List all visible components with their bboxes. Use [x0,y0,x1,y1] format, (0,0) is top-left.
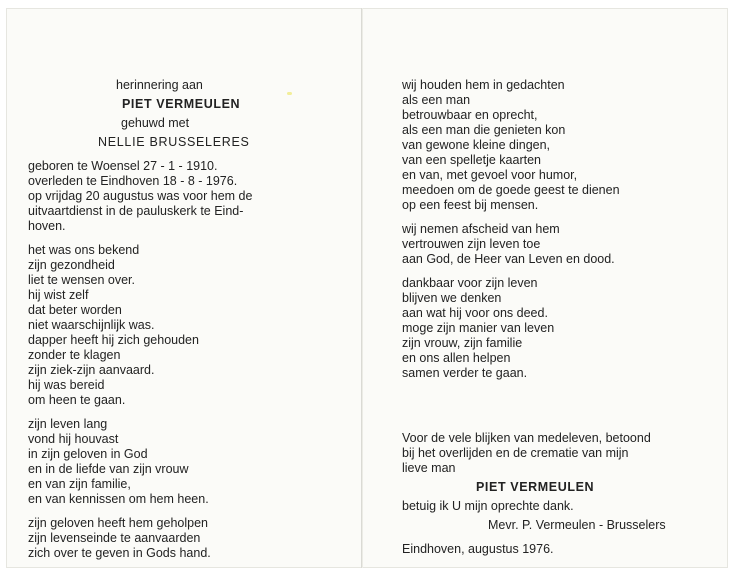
place-date: Eindhoven, augustus 1976. [402,542,554,556]
thanks-line: Voor de vele blijken van medeleven, betoond [402,431,651,445]
poem-line: blijven we denken [402,291,502,305]
poem-line: zonder te klagen [28,348,121,362]
deceased-name: PIET VERMEULEN [122,97,241,111]
poem-stanza-6 [402,276,722,381]
poem-stanza-1 [28,243,350,408]
poem-line: dapper heeft hij zich gehouden [28,333,199,347]
poem-line: zijn geloven heeft hem geholpen [28,516,208,530]
poem-line: en van zijn familie, [28,477,131,491]
poem-line: hij was bereid [28,378,105,392]
poem-line: en ons allen helpen [402,351,511,365]
bio-line: op vrijdag 20 augustus was voor hem de [28,189,253,203]
header [98,78,296,150]
poem-line: het was ons bekend [28,243,140,257]
poem-line: in zijn geloven in God [28,447,148,461]
card-fold [361,8,363,568]
poem-line: aan wat hij voor ons deed. [402,306,548,320]
left-page [28,78,350,561]
thanks-line: lieve man [402,461,456,475]
poem-line: dat beter worden [28,303,122,317]
signature: Mevr. P. Vermeulen - Brusselers [488,518,666,532]
thank-you-note [402,431,722,557]
poem-line: van gewone kleine dingen, [402,138,551,152]
poem-stanza-4 [402,78,722,213]
poem-stanza-5 [402,222,722,267]
poem-line: zijn leven lang [28,417,108,431]
bio-line: hoven. [28,219,66,233]
poem-line: zijn ziek-zijn aanvaard. [28,363,155,377]
poem-line: meedoen om de goede geest te dienen [402,183,620,197]
poem-line: hij wist zelf [28,288,89,302]
thanks-text: betuig ik U mijn oprechte dank. [402,499,574,513]
poem-line: zijn gezondheid [28,258,115,272]
poem-line: zijn vrouw, zijn familie [402,336,523,350]
poem-line: om heen te gaan. [28,393,126,407]
thanks-line: bij het overlijden en de crematie van mijn [402,446,629,460]
poem-line: vond hij houvast [28,432,119,446]
poem-stanza-2 [28,417,350,507]
poem-stanza-3 [28,516,350,561]
poem-line: en van kennissen om hem heen. [28,492,209,506]
poem-line: betrouwbaar en oprecht, [402,108,538,122]
poem-line: van een spelletje kaarten [402,153,541,167]
married-text: gehuwd met [121,116,190,130]
poem-line: en in de liefde van zijn vrouw [28,462,189,476]
poem-line: aan God, de Heer van Leven en dood. [402,252,615,266]
poem-line: als een man die genieten kon [402,123,566,137]
poem-line: samen verder te gaan. [402,366,528,380]
bio-line: uitvaartdienst in de pauluskerk te Eind- [28,204,244,218]
poem-line: moge zijn manier van leven [402,321,555,335]
intro-text: herinnering aan [116,78,203,92]
poem-line: zich over te geven in Gods hand. [28,546,211,560]
poem-line: wij houden hem in gedachten [402,78,565,92]
bio-line: geboren te Woensel 27 - 1 - 1910. [28,159,218,173]
poem-line: niet waarschijnlijk was. [28,318,155,332]
right-page [402,78,722,381]
poem-line: wij nemen afscheid van hem [402,222,560,236]
bio-line: overleden te Eindhoven 18 - 8 - 1976. [28,174,238,188]
poem-line: op een feest bij mensen. [402,198,539,212]
poem-line: en van, met gevoel voor humor, [402,168,578,182]
spouse-name: NELLIE BRUSSELERES [98,135,250,149]
poem-line: als een man [402,93,471,107]
poem-line: dankbaar voor zijn leven [402,276,538,290]
bio-block [28,159,350,234]
poem-line: liet te wensen over. [28,273,136,287]
poem-line: vertrouwen zijn leven toe [402,237,541,251]
poem-line: zijn levenseinde te aanvaarden [28,531,201,545]
thanks-name: PIET VERMEULEN [476,480,595,494]
